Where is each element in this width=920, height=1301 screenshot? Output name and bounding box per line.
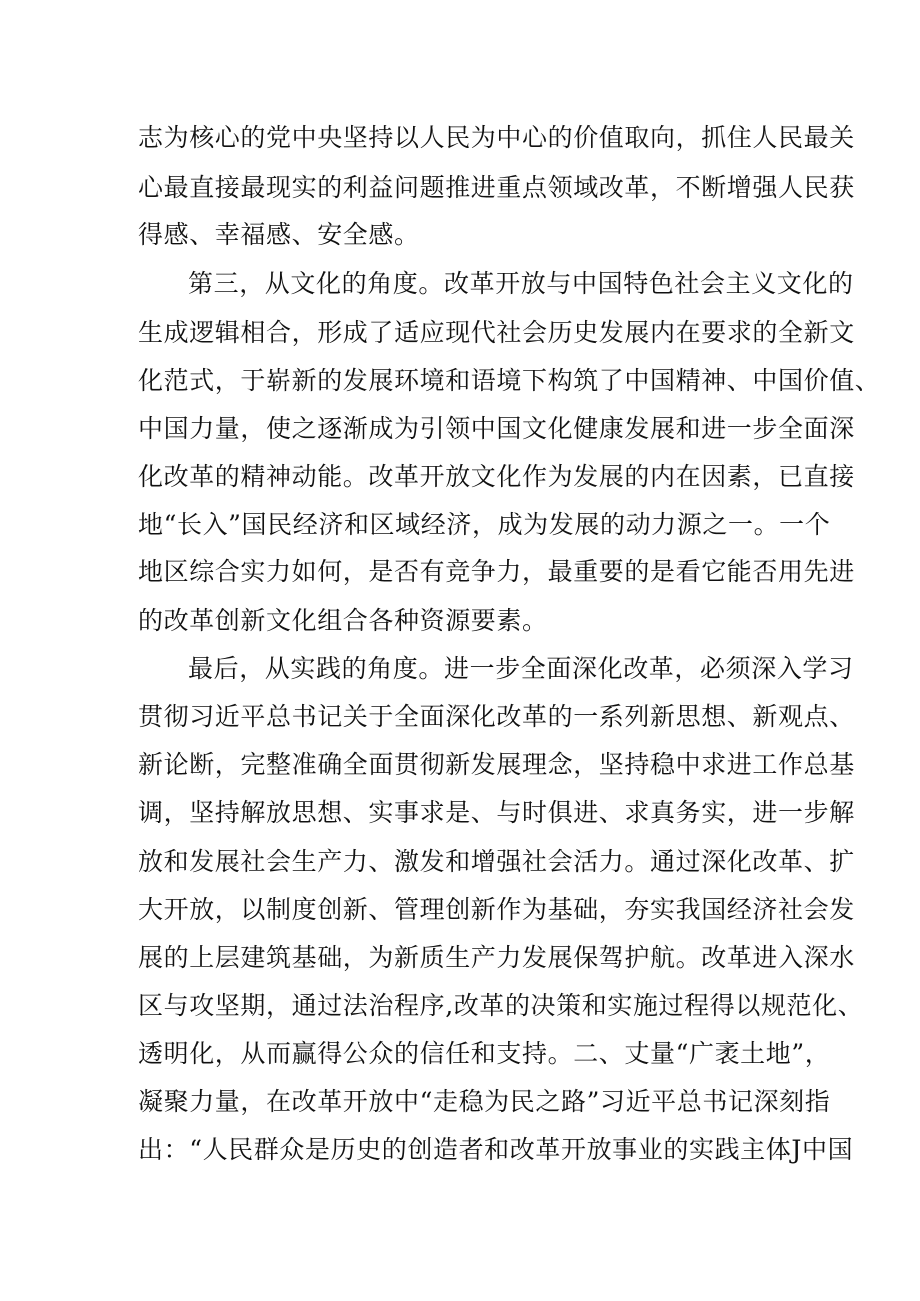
text-line: 新论断，完整准确全面贯彻新发展理念，坚持稳中求进工作总基	[138, 750, 855, 779]
text-line: 贯彻习近平总书记关于全面深化改革的一系列新思想、新观点、	[138, 702, 855, 731]
text-line: 区与攻坚期，通过法治程序,改革的决策和实施过程得以规范化、	[138, 991, 864, 1020]
text-line: 中国力量，使之逐渐成为引领中国文化健康发展和进一步全面深	[138, 414, 855, 443]
text-line: 出：“人民群众是历史的创造者和改革开放事业的实践主体J中国	[138, 1135, 854, 1164]
text-line: 化范式，于崭新的发展环境和语境下构筑了中国精神、中国价值、	[138, 366, 881, 395]
text-line: 心最直接最现实的利益问题推进重点领域改革，不断增强人民获	[138, 173, 855, 202]
text-line: 地区综合实力如何，是否有竞争力，最重要的是看它能否用先进	[138, 557, 855, 586]
paragraph-start-line: 最后，从实践的角度。进一步全面深化改革，必须深入学习	[188, 654, 854, 683]
text-line: 得感、幸福感、安全感。	[138, 220, 420, 249]
text-line: 凝聚力量，在改革开放中“走稳为民之路”习近平总书记深刻指	[138, 1087, 831, 1116]
text-line: 生成逻辑相合，形成了适应现代社会历史发展内在要求的全新文	[138, 318, 855, 347]
text-line: 调，坚持解放思想、实事求是、与时俱进、求真务实，进一步解	[138, 798, 855, 827]
text-line: 大开放，以制度创新、管理创新作为基础，夯实我国经济社会发	[138, 895, 855, 924]
text-line: 化改革的精神动能。改革开放文化作为发展的内在因素，已直接	[138, 462, 855, 491]
text-line: 透明化，从而赢得公众的信任和支持。二、丈量“广袤土地”，	[138, 1039, 831, 1068]
text-line: 放和发展社会生产力、激发和增强社会活力。通过深化改革、扩	[138, 847, 855, 876]
text-line: 志为核心的党中央坚持以人民为中心的价值取向，抓住人民最关	[138, 123, 855, 152]
text-line: 展的上层建筑基础，为新质生产力发展保驾护航。改革进入深水	[138, 943, 855, 972]
text-line: 的改革创新文化组合各种资源要素。	[138, 606, 548, 635]
text-line: 地“长入”国民经济和区域经济，成为发展的动力源之一。一个	[138, 510, 831, 539]
paragraph-start-line: 第三，从文化的角度。改革开放与中国特色社会主义文化的	[188, 269, 854, 298]
